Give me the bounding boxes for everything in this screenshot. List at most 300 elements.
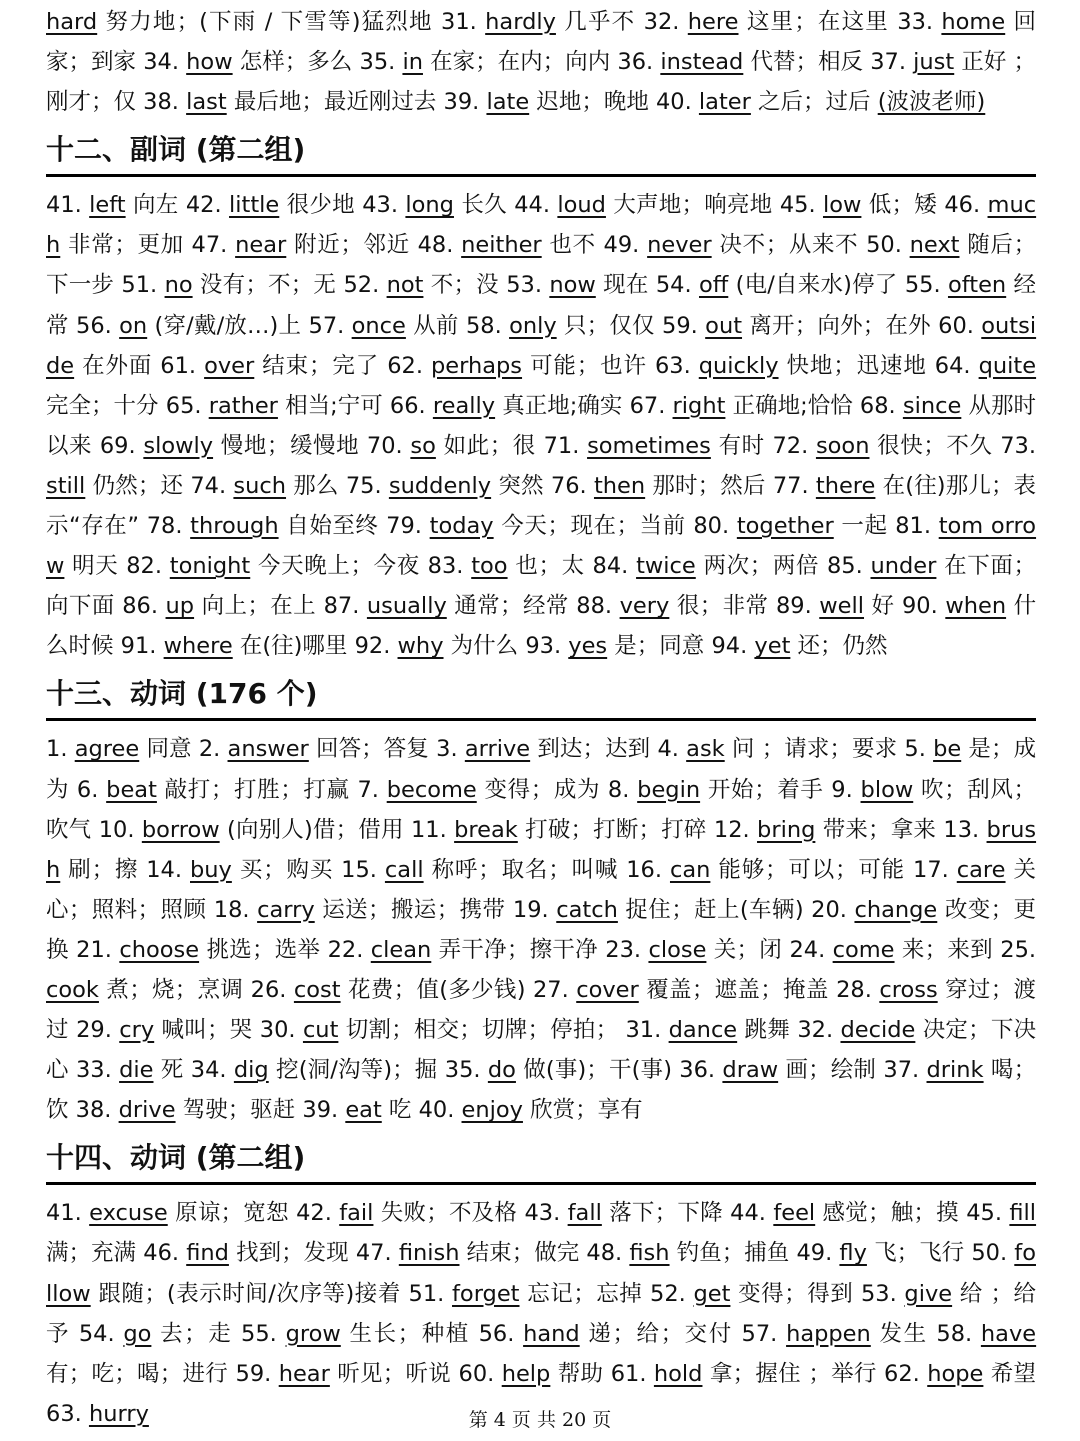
vocab-entry xyxy=(166,393,383,419)
chinese-meaning: 没有；不；无 xyxy=(192,272,337,299)
chinese-meaning: 好 xyxy=(864,593,895,620)
vocab-entry xyxy=(76,1097,296,1123)
english-word: hold xyxy=(653,1360,703,1387)
english-word: low xyxy=(822,192,862,219)
entry-number: 82. xyxy=(126,553,170,580)
english-word: break xyxy=(454,816,518,843)
entry-number: 57. xyxy=(308,312,352,339)
vocab-entry xyxy=(608,777,824,803)
chinese-meaning: 是；成为 xyxy=(46,736,1037,803)
english-word: right xyxy=(672,392,726,419)
vocab-entry xyxy=(679,1057,876,1083)
entry-number: 41. xyxy=(46,192,90,219)
english-word: close xyxy=(648,936,707,963)
entry-number: 48. xyxy=(417,232,462,259)
entry-number: 10. xyxy=(98,816,142,843)
english-word: when xyxy=(945,593,1007,620)
chinese-meaning: 努力地；(下雨 / 下雪等)猛烈地 xyxy=(97,9,433,35)
entry-number: 23. xyxy=(605,936,649,963)
chinese-meaning: 如此；很 xyxy=(435,432,536,459)
entry-number: 16. xyxy=(626,856,670,883)
entry-number: 52. xyxy=(650,1280,694,1307)
vocab-entry xyxy=(662,313,931,339)
english-word: fly xyxy=(839,1240,867,1267)
vocab-entry xyxy=(524,1200,722,1226)
entry-number: 89. xyxy=(775,593,820,620)
entry-number: 17. xyxy=(913,856,957,883)
entry-number: 5. xyxy=(904,736,934,763)
chinese-meaning: 也；太 xyxy=(507,553,585,580)
entry-number: 65. xyxy=(165,392,209,419)
entry-number: 51. xyxy=(121,272,165,299)
vocab-entry xyxy=(657,736,897,762)
chinese-meaning: 明天 xyxy=(64,553,119,580)
chinese-meaning: 大声地；响亮地 xyxy=(605,192,773,219)
entry-number: 70. xyxy=(366,432,411,459)
vocab-entry xyxy=(772,433,992,459)
english-word: twice xyxy=(636,553,696,580)
chinese-meaning: 经常 xyxy=(46,272,1037,339)
chinese-meaning: 吹；刮风；吹气 xyxy=(46,776,1037,843)
chinese-meaning: 找到；发现 xyxy=(228,1240,349,1267)
entry-number: 76. xyxy=(550,472,594,499)
english-word: still xyxy=(46,472,86,499)
english-word: rather xyxy=(208,392,278,419)
vocab-entry xyxy=(360,49,611,75)
entry-number: 8. xyxy=(607,776,638,803)
english-word: die xyxy=(119,1057,154,1084)
vocab-entry xyxy=(796,1240,964,1266)
entry-number: 44. xyxy=(514,192,558,219)
english-word: can xyxy=(669,856,711,883)
vocab-entry xyxy=(444,89,649,115)
entry-number: 78. xyxy=(146,513,191,540)
english-word: forget xyxy=(452,1280,520,1307)
chinese-meaning: 生长；种植 xyxy=(340,1320,470,1347)
english-word: suddenly xyxy=(388,472,492,499)
entry-number: 22. xyxy=(327,936,371,963)
entry-number: 69. xyxy=(99,432,144,459)
entry-number: 50. xyxy=(971,1240,1015,1267)
entry-number: 25. xyxy=(1000,936,1037,963)
vocab-entry xyxy=(655,353,927,379)
english-word: such xyxy=(233,472,287,499)
entry-number: 34. xyxy=(143,49,187,76)
chinese-meaning: 去；走 xyxy=(151,1320,233,1347)
english-word: now xyxy=(549,272,596,299)
vocab-paragraph xyxy=(46,2,1036,122)
chinese-meaning: 挖(洞/沟等)；掘 xyxy=(268,1057,438,1084)
english-word: near xyxy=(235,232,287,259)
english-word: much xyxy=(46,192,1037,259)
chinese-meaning: 到达；达到 xyxy=(530,736,651,763)
vocab-entry xyxy=(46,1200,289,1226)
chinese-meaning: 最后地；最近刚过去 xyxy=(226,89,437,116)
chinese-meaning: 那么 xyxy=(286,472,339,499)
chinese-meaning: 变得；得到 xyxy=(730,1280,854,1307)
entry-number: 57. xyxy=(741,1320,787,1347)
entry-number: 38. xyxy=(143,89,187,116)
english-word: happen xyxy=(786,1320,871,1347)
chinese-meaning: 变得；成为 xyxy=(476,776,601,803)
vocab-entry xyxy=(160,353,379,379)
entry-number: 73. xyxy=(1000,432,1036,459)
vocab-entry xyxy=(711,633,887,659)
entry-number: 39. xyxy=(443,89,487,116)
english-word: dance xyxy=(668,1017,738,1044)
entry-number: 26. xyxy=(250,976,294,1003)
entry-number: 29. xyxy=(76,1017,120,1044)
vocab-entry xyxy=(586,1240,789,1266)
vocab-entry xyxy=(730,1200,959,1226)
vocab-entry xyxy=(77,777,350,803)
entry-number: 74. xyxy=(190,472,234,499)
entry-number: 35. xyxy=(444,1057,488,1084)
english-word: draw xyxy=(722,1057,779,1084)
vocab-entry xyxy=(544,433,765,459)
entry-number: 49. xyxy=(796,1240,840,1267)
chinese-meaning: 这里；在这里 xyxy=(738,9,889,35)
english-word: home xyxy=(941,9,1006,35)
chinese-meaning: 煮；烧；烹调 xyxy=(98,976,244,1003)
english-word: get xyxy=(693,1280,731,1307)
english-word: catch xyxy=(556,896,618,923)
chinese-meaning: 改变；更换 xyxy=(46,896,1036,963)
entry-number: 52. xyxy=(343,272,387,299)
vocab-entry xyxy=(459,1361,604,1387)
entry-number: 59. xyxy=(235,1360,279,1387)
vocab-entry xyxy=(693,513,887,539)
entry-number: 75. xyxy=(345,472,389,499)
vocab-entry xyxy=(436,736,650,762)
english-word: be xyxy=(933,736,962,763)
entry-number: 46. xyxy=(944,192,988,219)
chinese-meaning: 喊叫；哭 xyxy=(154,1017,253,1044)
vocab-entry xyxy=(121,272,336,298)
english-word: begin xyxy=(637,776,701,803)
vocab-entry xyxy=(789,937,992,963)
english-word: hurry xyxy=(88,1400,149,1427)
english-word: borrow xyxy=(141,816,220,843)
english-word: then xyxy=(593,472,646,499)
vocab-entry xyxy=(191,1057,438,1083)
english-word: instead xyxy=(660,49,744,76)
english-word: where xyxy=(163,633,233,660)
vocab-entry xyxy=(260,1017,618,1043)
english-word: later xyxy=(698,89,751,116)
entry-number: 60. xyxy=(938,312,982,339)
chinese-meaning: 正确地;恰恰 xyxy=(725,392,853,419)
english-word: tom orrow xyxy=(46,513,1037,580)
english-word: hardly xyxy=(485,9,556,35)
english-word: very xyxy=(619,593,670,620)
entry-number: 72. xyxy=(772,432,816,459)
english-word: quite xyxy=(978,352,1037,379)
chinese-meaning: 覆盖；遮盖；掩盖 xyxy=(638,976,829,1003)
english-word: become xyxy=(386,776,477,803)
vocab-entry xyxy=(418,232,596,258)
vocab-entry xyxy=(714,817,936,843)
entry-number: 85. xyxy=(826,553,871,580)
chinese-meaning: 跳舞 xyxy=(737,1017,790,1044)
english-word: loud xyxy=(557,192,606,219)
entry-number: 20. xyxy=(811,896,855,923)
english-word: so xyxy=(410,432,436,459)
vocab-entry xyxy=(76,313,301,339)
entry-number: 83. xyxy=(427,553,472,580)
entry-number: 28. xyxy=(836,976,880,1003)
english-word: carry xyxy=(257,896,315,923)
vocab-entry xyxy=(428,553,585,579)
vocab-entry xyxy=(593,553,820,579)
vocab-entry xyxy=(122,593,316,619)
entry-number: 66. xyxy=(389,392,433,419)
english-word: never xyxy=(647,232,712,259)
chinese-meaning: 带来；拿来 xyxy=(815,816,937,843)
english-word: ask xyxy=(686,736,725,763)
chinese-meaning: 欣赏；享有 xyxy=(522,1097,643,1124)
entry-number: 64. xyxy=(934,352,979,379)
english-word: out xyxy=(705,312,743,339)
vocab-entry xyxy=(143,49,352,75)
english-word: next xyxy=(909,232,960,259)
chinese-meaning: 自始至终 xyxy=(278,513,379,540)
vocab-entry xyxy=(341,857,618,883)
entry-number: 42. xyxy=(296,1200,340,1227)
vocab-entry xyxy=(506,272,648,298)
english-word: not xyxy=(386,272,424,299)
entry-number: 92. xyxy=(354,633,398,660)
entry-number: 54. xyxy=(78,1320,124,1347)
chinese-meaning: 决不；从来不 xyxy=(711,232,859,259)
english-word: yes xyxy=(568,633,608,660)
chinese-meaning: 敲打；打胜；打赢 xyxy=(156,776,350,803)
english-word: once xyxy=(351,312,406,339)
entry-number: 43. xyxy=(524,1200,568,1227)
chinese-meaning: 运送；搬运；携带 xyxy=(314,896,506,923)
chinese-meaning: 关心；照料；照顾 xyxy=(46,856,1037,923)
english-word: today xyxy=(429,513,494,540)
english-word: do xyxy=(487,1057,516,1084)
section-heading: 十二、副词 (第二组) xyxy=(46,128,1036,177)
entry-number: 47. xyxy=(191,232,236,259)
english-word: come xyxy=(832,936,895,963)
vocab-entry xyxy=(241,1321,470,1347)
entry-number: 39. xyxy=(302,1097,346,1124)
entry-number: 24. xyxy=(789,936,833,963)
vocab-entry xyxy=(625,1017,790,1043)
english-word: last xyxy=(186,89,227,116)
chinese-meaning: 满；充满 xyxy=(46,1240,137,1267)
english-word: arrive xyxy=(464,736,531,763)
chinese-meaning: 之后；过后 xyxy=(750,89,871,116)
entry-number: 45. xyxy=(966,1200,1010,1227)
chinese-meaning: 代替；相反 xyxy=(743,49,864,76)
entry-number: 62. xyxy=(387,352,431,379)
entry-number: 71. xyxy=(543,432,588,459)
chinese-meaning: 一起 xyxy=(833,513,888,540)
chinese-meaning: (电/自来水)停了 xyxy=(728,272,898,299)
chinese-meaning: 决定；下决心 xyxy=(46,1017,1037,1084)
english-word: clean xyxy=(370,936,432,963)
chinese-meaning: (向别人)借；借用 xyxy=(219,816,404,843)
entry-number: 27. xyxy=(532,976,577,1003)
english-word: here xyxy=(687,9,739,35)
chinese-meaning: 很快；不久 xyxy=(869,432,993,459)
chinese-meaning: 跟随；(表示时间/次序等)接着 xyxy=(90,1280,401,1307)
english-word: only xyxy=(509,312,557,339)
chinese-meaning: 在家；在内；向内 xyxy=(422,49,611,76)
entry-number: 41. xyxy=(46,1200,90,1227)
chinese-meaning: 离开；向外；在外 xyxy=(742,312,931,339)
vocab-entry xyxy=(466,313,655,339)
entry-number: 21. xyxy=(76,936,120,963)
chinese-meaning: 听见；听说 xyxy=(329,1360,452,1387)
entry-number: 4. xyxy=(657,736,687,763)
english-word: no xyxy=(164,272,193,299)
entry-number: 45. xyxy=(779,192,823,219)
vocab-entry xyxy=(409,1281,643,1307)
entry-number: 63. xyxy=(46,1400,89,1427)
chinese-meaning: 拿；握住 ；举行 xyxy=(702,1360,877,1387)
chinese-meaning: 希望 xyxy=(983,1360,1037,1387)
chinese-meaning: 向左 xyxy=(125,192,179,219)
chinese-meaning: 在外面 xyxy=(74,352,153,379)
entry-number: 34. xyxy=(190,1057,234,1084)
english-word: drink xyxy=(926,1057,984,1084)
vocab-entry xyxy=(355,633,519,659)
english-word: in xyxy=(402,49,423,76)
chinese-meaning: 还；仍然 xyxy=(790,633,888,660)
vocab-entry xyxy=(441,9,635,35)
vocab-entry xyxy=(143,1240,348,1266)
english-word: up xyxy=(165,593,195,620)
vocab-entry xyxy=(46,192,178,218)
english-word: neither xyxy=(461,232,542,259)
chinese-meaning: 发生 xyxy=(870,1320,928,1347)
entry-number: 42. xyxy=(185,192,230,219)
chinese-meaning: 在(往)那儿；表示“存在” xyxy=(46,472,1037,540)
vocab-entry xyxy=(143,89,436,115)
chinese-meaning: 也不 xyxy=(541,232,596,259)
english-word: cross xyxy=(879,976,938,1003)
chinese-meaning: 有；吃；喝；进行 xyxy=(46,1360,229,1387)
chinese-meaning: 从前 xyxy=(405,312,459,339)
entry-number: 63. xyxy=(654,352,699,379)
entry-number: 6. xyxy=(76,776,107,803)
vocab-entry xyxy=(551,473,766,499)
english-word: sometimes xyxy=(587,432,711,459)
vocab-entry xyxy=(367,433,536,459)
english-word: why xyxy=(397,633,444,660)
vocab-entry xyxy=(479,1321,733,1347)
chinese-meaning: 落下；下降 xyxy=(601,1200,723,1227)
chinese-meaning: 回家；到家 xyxy=(46,9,1037,76)
chinese-meaning: 挑选；选举 xyxy=(199,936,321,963)
english-word: brush xyxy=(46,816,1037,883)
chinese-meaning: 弄干净；擦干净 xyxy=(431,936,598,963)
vocab-entry xyxy=(186,192,355,218)
chinese-meaning: 今天晚上；今夜 xyxy=(250,553,420,580)
chinese-meaning: 很少地 xyxy=(279,192,355,219)
vocab-entry xyxy=(356,1240,579,1266)
document-page xyxy=(46,2,1036,1434)
english-word: really xyxy=(432,392,496,419)
chinese-meaning: 现在 xyxy=(595,272,649,299)
english-word: cut xyxy=(302,1017,339,1044)
vocab-entry xyxy=(390,393,623,419)
english-word: enjoy xyxy=(461,1097,523,1124)
entry-number: 55. xyxy=(241,1320,286,1347)
vocab-entry xyxy=(605,937,782,963)
entry-number: 11. xyxy=(410,816,455,843)
entry-number: 14. xyxy=(146,856,190,883)
chinese-meaning: 忘记；忘掉 xyxy=(519,1280,643,1307)
vocab-entry xyxy=(190,473,338,499)
entry-number: 54. xyxy=(655,272,699,299)
vocab-entry xyxy=(76,1057,183,1083)
page-footer: 第 4 页 共 20 页 xyxy=(468,1409,612,1431)
entry-number: 91. xyxy=(120,633,164,660)
entry-number: 56. xyxy=(478,1320,524,1347)
entry-number: 53. xyxy=(506,272,550,299)
entry-number: 36. xyxy=(617,49,661,76)
vocab-entry xyxy=(387,353,647,379)
entry-number: 58. xyxy=(465,312,510,339)
chinese-meaning: 几乎不 xyxy=(555,9,636,35)
entry-number: 90. xyxy=(901,593,946,620)
vocab-entry xyxy=(780,192,937,218)
chinese-meaning: 真正地;确实 xyxy=(495,392,623,419)
english-word: fail xyxy=(339,1200,374,1227)
chinese-meaning: 刷；擦 xyxy=(60,856,139,883)
english-word: fish xyxy=(629,1240,670,1267)
english-word: often xyxy=(947,272,1007,299)
english-word: just xyxy=(913,49,955,76)
english-word: fall xyxy=(567,1200,602,1227)
english-word: quickly xyxy=(698,352,779,379)
english-word: perhaps xyxy=(431,352,523,379)
entry-number: 47. xyxy=(355,1240,399,1267)
entry-number: 35. xyxy=(359,49,403,76)
english-word: usually xyxy=(366,593,447,620)
english-word: call xyxy=(384,856,424,883)
english-word: grow xyxy=(285,1320,341,1347)
chinese-meaning: 画；绘制 xyxy=(778,1057,877,1084)
english-word: eat xyxy=(345,1097,382,1124)
english-word: cook xyxy=(46,976,99,1003)
entry-number: 32. xyxy=(643,9,688,35)
vocab-entry xyxy=(121,633,348,659)
vocab-entry xyxy=(251,977,526,1003)
entry-number: 2. xyxy=(198,736,228,763)
english-word: how xyxy=(186,49,233,76)
vocab-entry xyxy=(76,1017,252,1043)
chinese-meaning: 来；来到 xyxy=(894,936,993,963)
vocab-entry xyxy=(324,593,569,619)
chinese-meaning: 递；给；交付 xyxy=(579,1320,733,1347)
entry-number: 49. xyxy=(603,232,648,259)
vocab-entry xyxy=(650,1281,853,1307)
chinese-meaning: 回答；答复 xyxy=(308,736,429,763)
vocab-entry xyxy=(576,593,768,619)
entry-number: 37. xyxy=(870,49,914,76)
chinese-meaning: 吃 xyxy=(381,1097,412,1124)
entry-number: 38. xyxy=(75,1097,119,1124)
chinese-meaning: 在(往)哪里 xyxy=(232,633,348,660)
english-word: drive xyxy=(118,1097,176,1124)
entry-number: 31. xyxy=(625,1017,669,1044)
